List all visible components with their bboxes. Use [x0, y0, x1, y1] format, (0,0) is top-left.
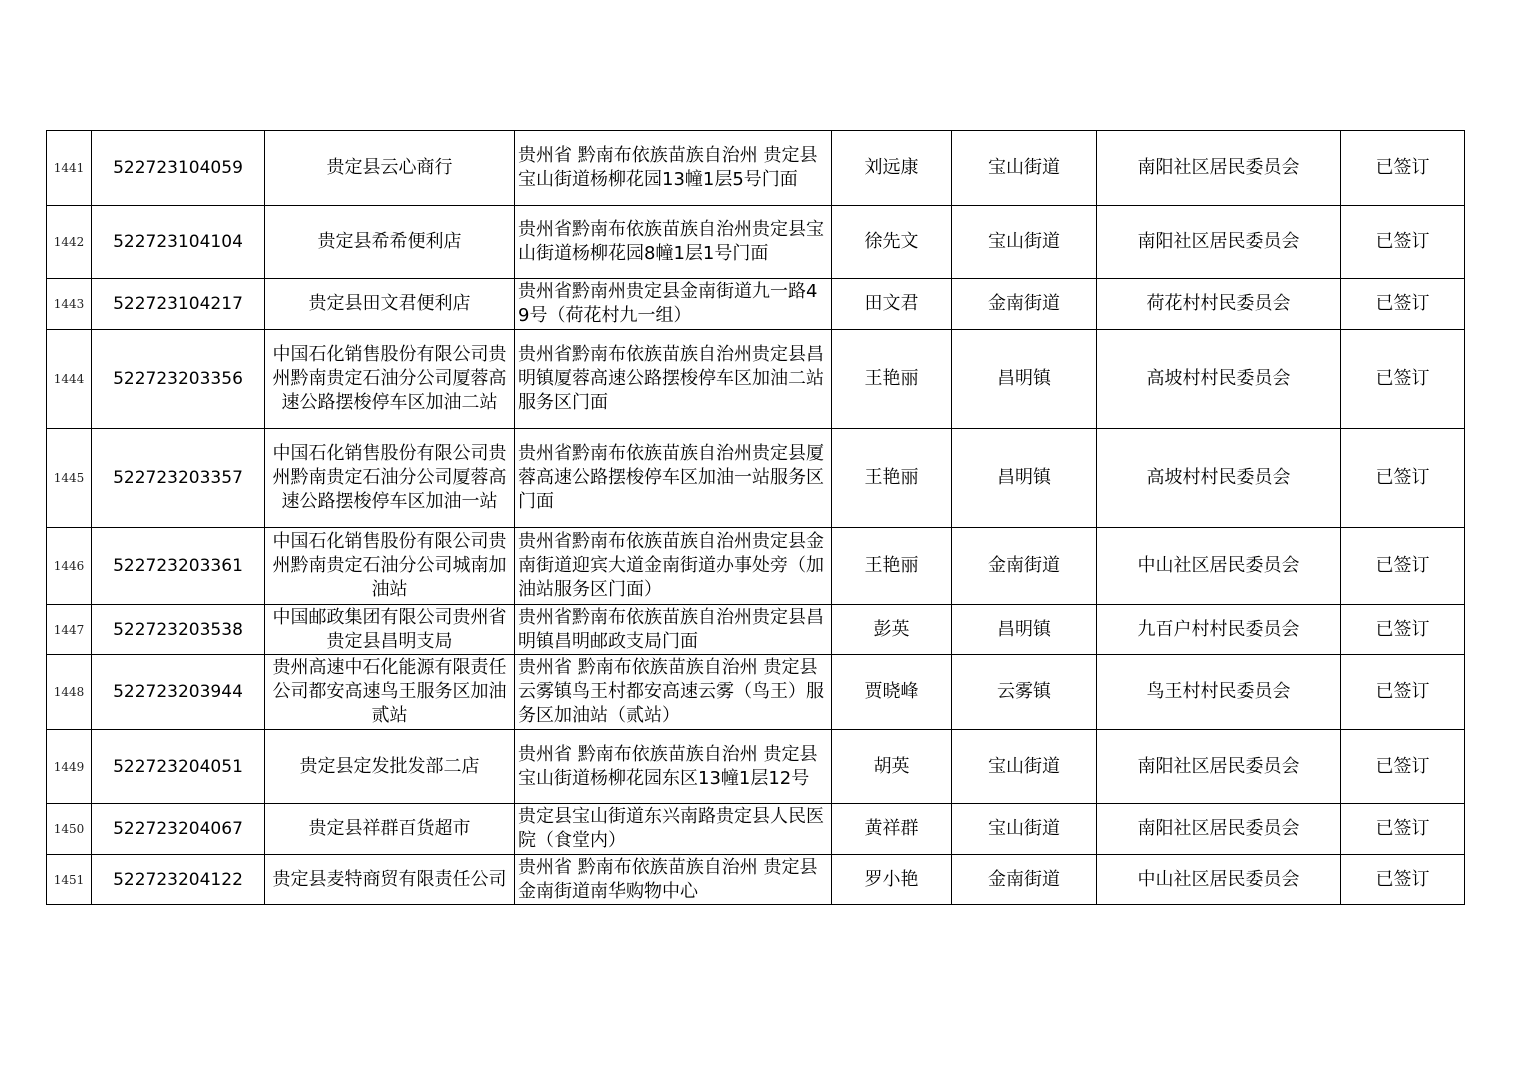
registration-code: 522723104059 — [92, 131, 265, 206]
signing-status: 已签订 — [1341, 655, 1465, 730]
committee-name: 中山社区居民委员会 — [1097, 855, 1341, 905]
street-name: 昌明镇 — [952, 429, 1097, 528]
table-row — [47, 855, 1465, 905]
committee-name: 南阳社区居民委员会 — [1097, 804, 1341, 855]
row-number: 1446 — [47, 528, 92, 605]
registry-table — [46, 130, 1465, 905]
table-row — [47, 655, 1465, 730]
committee-name: 南阳社区居民委员会 — [1097, 730, 1341, 804]
contact-person: 彭英 — [832, 605, 952, 655]
signing-status: 已签订 — [1341, 131, 1465, 206]
registration-code: 522723203538 — [92, 605, 265, 655]
contact-person: 胡英 — [832, 730, 952, 804]
street-name: 宝山街道 — [952, 730, 1097, 804]
table-row — [47, 206, 1465, 279]
contact-person: 王艳丽 — [832, 330, 952, 429]
table-row — [47, 528, 1465, 605]
committee-name: 中山社区居民委员会 — [1097, 528, 1341, 605]
contact-person: 徐先文 — [832, 206, 952, 279]
committee-name: 南阳社区居民委员会 — [1097, 131, 1341, 206]
business-name: 中国石化销售股份有限公司贵州黔南贵定石油分公司城南加油站 — [265, 528, 515, 605]
contact-person: 王艳丽 — [832, 528, 952, 605]
street-name: 云雾镇 — [952, 655, 1097, 730]
committee-name: 九百户村村民委员会 — [1097, 605, 1341, 655]
signing-status: 已签订 — [1341, 330, 1465, 429]
business-address: 贵州省黔南州贵定县金南街道九一路49号（荷花村九一组） — [515, 279, 832, 330]
committee-name: 高坡村村民委员会 — [1097, 429, 1341, 528]
business-name: 贵定县希希便利店 — [265, 206, 515, 279]
street-name: 金南街道 — [952, 279, 1097, 330]
business-name: 贵定县云心商行 — [265, 131, 515, 206]
table-row — [47, 605, 1465, 655]
business-name: 中国邮政集团有限公司贵州省贵定县昌明支局 — [265, 605, 515, 655]
street-name: 昌明镇 — [952, 605, 1097, 655]
table-row — [47, 131, 1465, 206]
street-name: 宝山街道 — [952, 131, 1097, 206]
business-address: 贵州省黔南布依族苗族自治州贵定县金南街道迎宾大道金南街道办事处旁（加油站服务区门面） — [515, 528, 832, 605]
contact-person: 贾晓峰 — [832, 655, 952, 730]
business-address: 贵州省黔南布依族苗族自治州贵定县昌明镇昌明邮政支局门面 — [515, 605, 832, 655]
row-number: 1442 — [47, 206, 92, 279]
row-number: 1448 — [47, 655, 92, 730]
registration-code: 522723104104 — [92, 206, 265, 279]
row-number: 1441 — [47, 131, 92, 206]
business-name: 贵州高速中石化能源有限责任公司都安高速鸟王服务区加油贰站 — [265, 655, 515, 730]
registration-code: 522723203356 — [92, 330, 265, 429]
business-address: 贵州省 黔南布依族苗族自治州 贵定县宝山街道杨柳花园东区13幢1层12号 — [515, 730, 832, 804]
table-row — [47, 279, 1465, 330]
table-row — [47, 804, 1465, 855]
contact-person: 罗小艳 — [832, 855, 952, 905]
signing-status: 已签订 — [1341, 279, 1465, 330]
registration-code: 522723204067 — [92, 804, 265, 855]
signing-status: 已签订 — [1341, 206, 1465, 279]
street-name: 宝山街道 — [952, 206, 1097, 279]
committee-name: 南阳社区居民委员会 — [1097, 206, 1341, 279]
signing-status: 已签订 — [1341, 730, 1465, 804]
committee-name: 高坡村村民委员会 — [1097, 330, 1341, 429]
street-name: 宝山街道 — [952, 804, 1097, 855]
table-row — [47, 429, 1465, 528]
business-address: 贵定县宝山街道东兴南路贵定县人民医院（食堂内） — [515, 804, 832, 855]
business-address: 贵州省黔南布依族苗族自治州贵定县厦蓉高速公路摆梭停车区加油一站服务区门面 — [515, 429, 832, 528]
row-number: 1443 — [47, 279, 92, 330]
business-name: 中国石化销售股份有限公司贵州黔南贵定石油分公司厦蓉高速公路摆梭停车区加油一站 — [265, 429, 515, 528]
business-address: 贵州省 黔南布依族苗族自治州 贵定县宝山街道杨柳花园13幢1层5号门面 — [515, 131, 832, 206]
business-address: 贵州省 黔南布依族苗族自治州 贵定县金南街道南华购物中心 — [515, 855, 832, 905]
registration-code: 522723204051 — [92, 730, 265, 804]
registration-code: 522723203944 — [92, 655, 265, 730]
row-number: 1447 — [47, 605, 92, 655]
contact-person: 刘远康 — [832, 131, 952, 206]
signing-status: 已签订 — [1341, 804, 1465, 855]
registration-code: 522723203361 — [92, 528, 265, 605]
table-body — [47, 131, 1465, 905]
signing-status: 已签订 — [1341, 605, 1465, 655]
contact-person: 黄祥群 — [832, 804, 952, 855]
business-name: 贵定县田文君便利店 — [265, 279, 515, 330]
row-number: 1444 — [47, 330, 92, 429]
registration-code: 522723204122 — [92, 855, 265, 905]
business-name: 贵定县麦特商贸有限责任公司 — [265, 855, 515, 905]
row-number: 1449 — [47, 730, 92, 804]
street-name: 昌明镇 — [952, 330, 1097, 429]
business-name: 贵定县祥群百货超市 — [265, 804, 515, 855]
business-address: 贵州省黔南布依族苗族自治州贵定县昌明镇厦蓉高速公路摆梭停车区加油二站服务区门面 — [515, 330, 832, 429]
contact-person: 田文君 — [832, 279, 952, 330]
signing-status: 已签订 — [1341, 528, 1465, 605]
table-row — [47, 730, 1465, 804]
committee-name: 鸟王村村民委员会 — [1097, 655, 1341, 730]
street-name: 金南街道 — [952, 528, 1097, 605]
table-row — [47, 330, 1465, 429]
business-name: 中国石化销售股份有限公司贵州黔南贵定石油分公司厦蓉高速公路摆梭停车区加油二站 — [265, 330, 515, 429]
row-number: 1451 — [47, 855, 92, 905]
business-address: 贵州省黔南布依族苗族自治州贵定县宝山街道杨柳花园8幢1层1号门面 — [515, 206, 832, 279]
street-name: 金南街道 — [952, 855, 1097, 905]
contact-person: 王艳丽 — [832, 429, 952, 528]
signing-status: 已签订 — [1341, 429, 1465, 528]
business-address: 贵州省 黔南布依族苗族自治州 贵定县云雾镇鸟王村都安高速云雾（鸟王）服务区加油站（贰站） — [515, 655, 832, 730]
registration-code: 522723104217 — [92, 279, 265, 330]
row-number: 1450 — [47, 804, 92, 855]
row-number: 1445 — [47, 429, 92, 528]
signing-status: 已签订 — [1341, 855, 1465, 905]
committee-name: 荷花村村民委员会 — [1097, 279, 1341, 330]
business-name: 贵定县定发批发部二店 — [265, 730, 515, 804]
registration-code: 522723203357 — [92, 429, 265, 528]
